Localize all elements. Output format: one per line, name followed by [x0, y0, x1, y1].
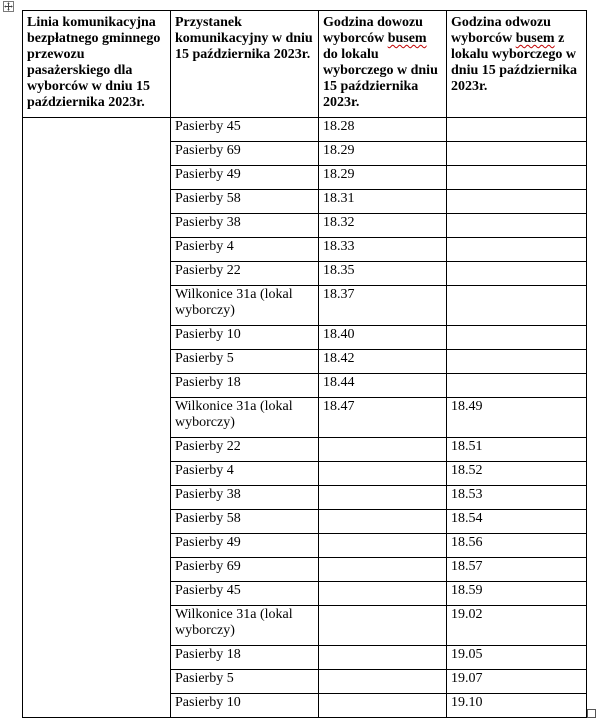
return-cell: 18.52: [447, 462, 587, 486]
stop-cell: Pasierby 38: [171, 486, 319, 510]
arrival-cell: 18.31: [319, 190, 447, 214]
stop-cell: Pasierby 22: [171, 262, 319, 286]
arrival-cell: 18.47: [319, 398, 447, 438]
stop-cell: Pasierby 49: [171, 166, 319, 190]
stop-cell: Pasierby 5: [171, 670, 319, 694]
arrival-cell: [319, 534, 447, 558]
arrival-cell: [319, 670, 447, 694]
arrival-cell: 18.37: [319, 286, 447, 326]
table-header-row: [23, 11, 587, 118]
stop-cell: Pasierby 4: [171, 462, 319, 486]
arrival-cell: [319, 606, 447, 646]
return-cell: [447, 142, 587, 166]
header-line: Linia komunikacyjna bezpłatnego gminnego przewozu pasażerskiego dla wyborców w dniu 15 października 2023r.: [23, 11, 171, 118]
stop-cell: Pasierby 10: [171, 326, 319, 350]
table-resize-handle-icon[interactable]: [587, 709, 596, 718]
stop-cell: Pasierby 45: [171, 582, 319, 606]
return-cell: 19.02: [447, 606, 587, 646]
return-cell: 18.57: [447, 558, 587, 582]
arrival-cell: 18.28: [319, 118, 447, 142]
stop-cell: Pasierby 69: [171, 558, 319, 582]
return-cell: [447, 374, 587, 398]
spellcheck-word: busem: [387, 31, 427, 46]
stop-cell: Pasierby 58: [171, 190, 319, 214]
return-cell: 18.53: [447, 486, 587, 510]
return-cell: [447, 326, 587, 350]
stop-cell: Wilkonice 31a (lokal wyborczy): [171, 606, 319, 646]
return-cell: 18.56: [447, 534, 587, 558]
arrival-cell: 18.40: [319, 326, 447, 350]
stop-cell: Pasierby 4: [171, 238, 319, 262]
arrival-cell: [319, 582, 447, 606]
return-cell: 19.10: [447, 694, 587, 718]
arrival-cell: 18.32: [319, 214, 447, 238]
arrival-cell: 18.35: [319, 262, 447, 286]
header-arrival: Godzina dowozu wyborców busem do lokalu wyborczego w dniu 15 października 2023r.: [319, 11, 447, 118]
arrival-cell: [319, 510, 447, 534]
stop-cell: Pasierby 49: [171, 534, 319, 558]
arrival-cell: 18.29: [319, 166, 447, 190]
arrival-cell: 18.42: [319, 350, 447, 374]
return-cell: 18.54: [447, 510, 587, 534]
stop-cell: Pasierby 45: [171, 118, 319, 142]
return-cell: [447, 118, 587, 142]
stop-cell: Pasierby 58: [171, 510, 319, 534]
return-cell: 18.51: [447, 438, 587, 462]
stop-cell: Wilkonice 31a (lokal wyborczy): [171, 286, 319, 326]
arrival-cell: 18.29: [319, 142, 447, 166]
return-cell: 19.05: [447, 646, 587, 670]
stop-cell: Pasierby 69: [171, 142, 319, 166]
return-cell: [447, 262, 587, 286]
stop-cell: Pasierby 22: [171, 438, 319, 462]
line-cell-empty: [23, 118, 171, 718]
stop-cell: Wilkonice 31a (lokal wyborczy): [171, 398, 319, 438]
table-row: [23, 118, 587, 142]
header-return: Godzina odwozu wyborców busem z lokalu wyborczego w dniu 15 października 2023r.: [447, 11, 587, 118]
return-cell: 19.07: [447, 670, 587, 694]
table-move-handle-icon[interactable]: [3, 1, 14, 12]
arrival-cell: 18.44: [319, 374, 447, 398]
return-cell: [447, 286, 587, 326]
stop-cell: Pasierby 18: [171, 374, 319, 398]
return-cell: 18.49: [447, 398, 587, 438]
arrival-cell: [319, 486, 447, 510]
stop-cell: Pasierby 18: [171, 646, 319, 670]
return-cell: [447, 166, 587, 190]
arrival-cell: [319, 438, 447, 462]
arrival-cell: [319, 646, 447, 670]
return-cell: [447, 350, 587, 374]
stop-cell: Pasierby 10: [171, 694, 319, 718]
return-cell: [447, 190, 587, 214]
return-cell: [447, 214, 587, 238]
stop-cell: Pasierby 38: [171, 214, 319, 238]
arrival-cell: [319, 462, 447, 486]
stop-cell: Pasierby 5: [171, 350, 319, 374]
arrival-cell: [319, 558, 447, 582]
return-cell: 18.59: [447, 582, 587, 606]
header-stop: Przystanek komunikacyjny w dniu 15 października 2023r.: [171, 11, 319, 118]
arrival-cell: [319, 694, 447, 718]
arrival-cell: 18.33: [319, 238, 447, 262]
spellcheck-word: busem: [515, 31, 555, 46]
bus-schedule-table: [22, 10, 587, 718]
return-cell: [447, 238, 587, 262]
